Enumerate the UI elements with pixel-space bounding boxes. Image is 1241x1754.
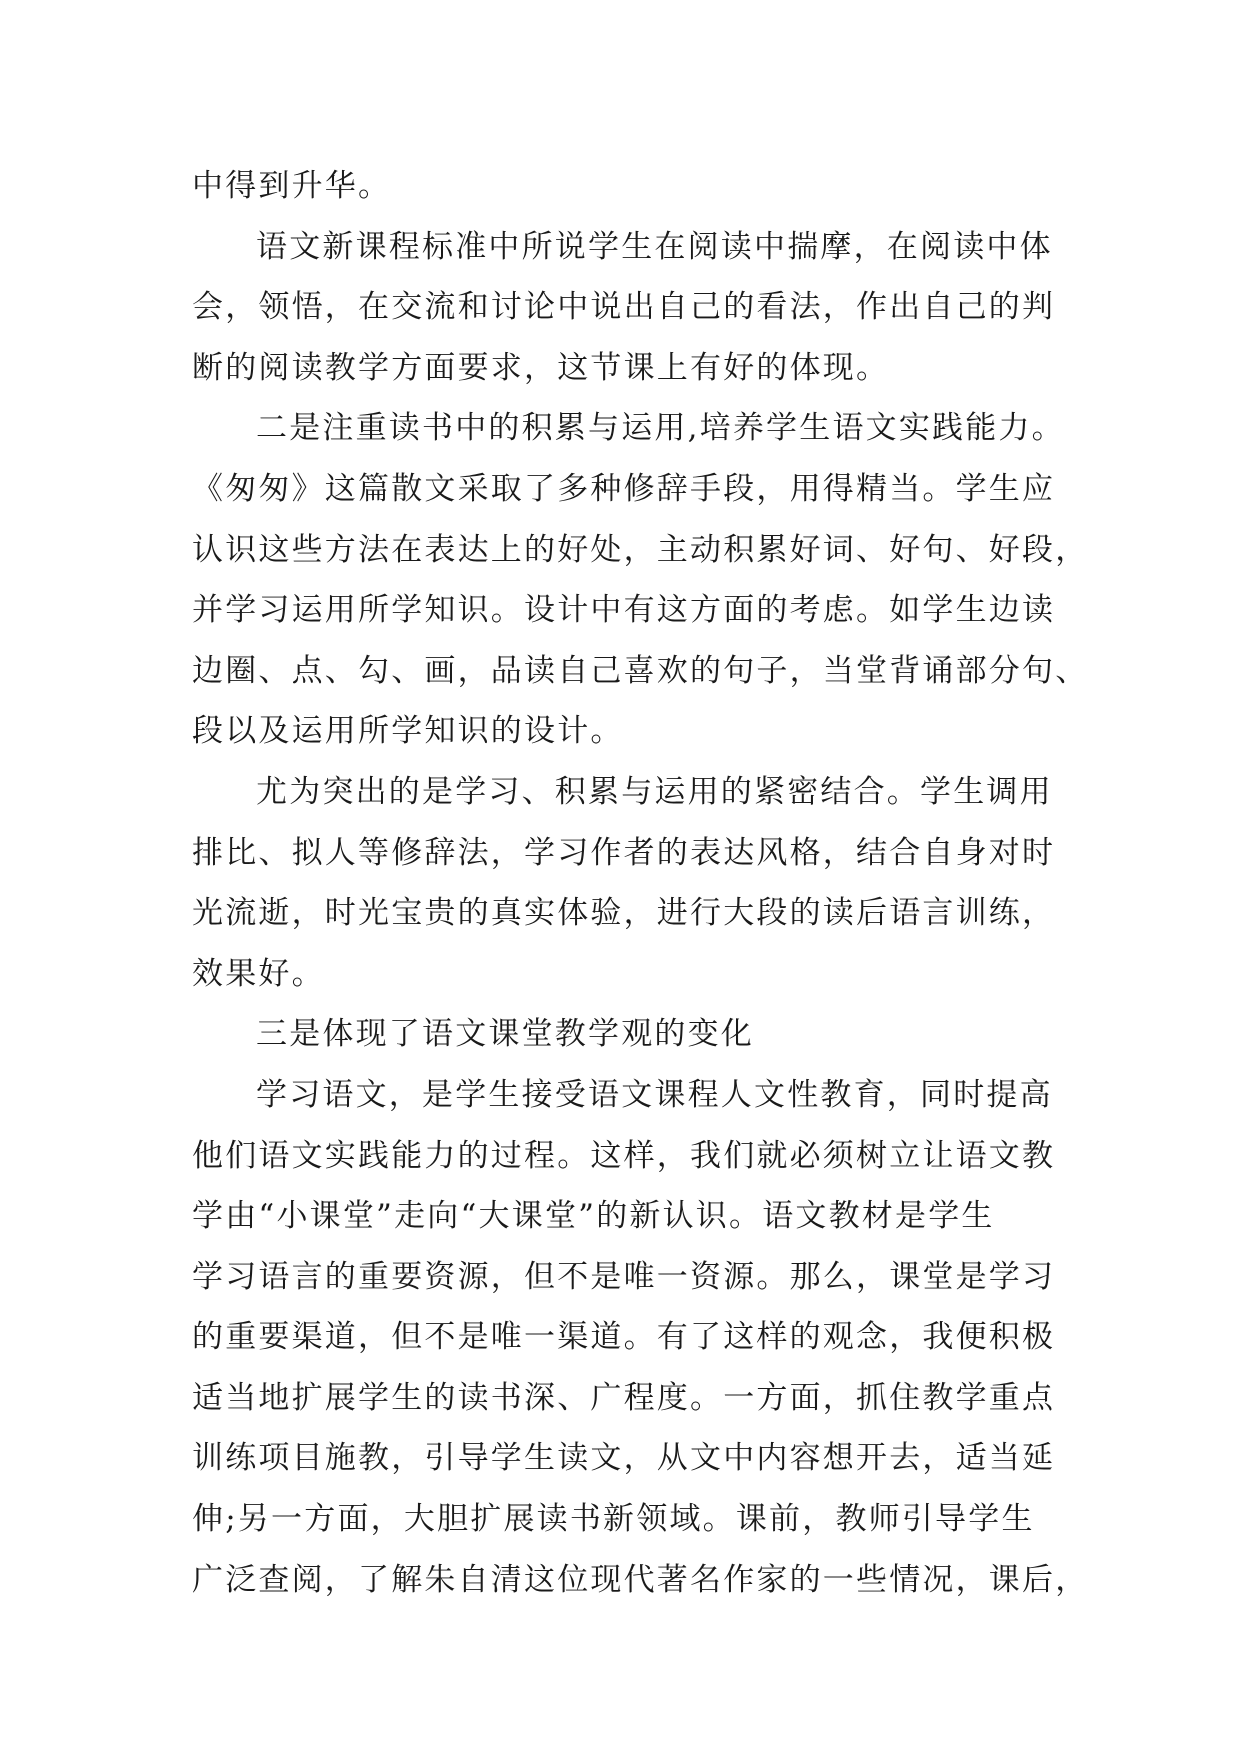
text-line: 语文新课程标准中所说学生在阅读中揣摩，在阅读中体 [256,228,1053,265]
text-line: 并学习运用所学知识。设计中有这方面的考虑。如学生边读 [192,592,1056,629]
text-line: 会，领悟，在交流和讨论中说出自己的看法，作出自己的判 [192,289,1056,326]
text-line: 认识这些方法在表达上的好处，主动积累好词、好句、好段， [192,531,1089,568]
text-line: 他们语文实践能力的过程。这样，我们就必须树立让语文教 [192,1137,1056,1174]
document-body [192,156,1089,1610]
text-line: 三是体现了语文课堂教学观的变化 [256,1016,754,1053]
text-line: 训练项目施教，引导学生读文，从文中内容想开去，适当延 [192,1440,1056,1477]
text-line: 边圈、点、勾、画，品读自己喜欢的句子，当堂背诵部分句、 [192,652,1089,689]
text-line: 《匆匆》这篇散文采取了多种修辞手段，用得精当。学生应 [192,470,1056,507]
text-line: 效果好。 [192,955,325,992]
text-line: 学习语言的重要资源，但不是唯一资源。那么，课堂是学习 [192,1258,1056,1295]
text-line: 段以及运用所学知识的设计。 [192,713,624,750]
text-line: 伸;另一方面，大胆扩展读书新领域。课前，教师引导学生 [192,1501,1035,1538]
text-line: 尤为突出的是学习、积累与运用的紧密结合。学生调用 [256,773,1053,810]
text-line: 二是注重读书中的积累与运用,培养学生语文实践能力。 [256,410,1065,447]
text-line: 的重要渠道，但不是唯一渠道。有了这样的观念，我便积极 [192,1319,1056,1356]
text-line: 中得到升华。 [192,168,392,204]
text-line: 适当地扩展学生的读书深、广程度。一方面，抓住教学重点 [192,1379,1056,1416]
text-line: 光流逝，时光宝贵的真实体验，进行大段的读后语言训练， [192,895,1056,932]
text-line: 学习语文，是学生接受语文课程人文性教育，同时提高 [256,1076,1053,1113]
text-line: 断的阅读教学方面要求，这节课上有好的体现。 [192,349,890,386]
text-line: 广泛查阅，了解朱自清这位现代著名作家的一些情况，课后， [192,1561,1089,1598]
text-line: 学由“小课堂”走向“大课堂”的新认识。语文教材是学生 [192,1198,995,1235]
text-line: 排比、拟人等修辞法，学习作者的表达风格，结合自身对时 [192,834,1056,871]
